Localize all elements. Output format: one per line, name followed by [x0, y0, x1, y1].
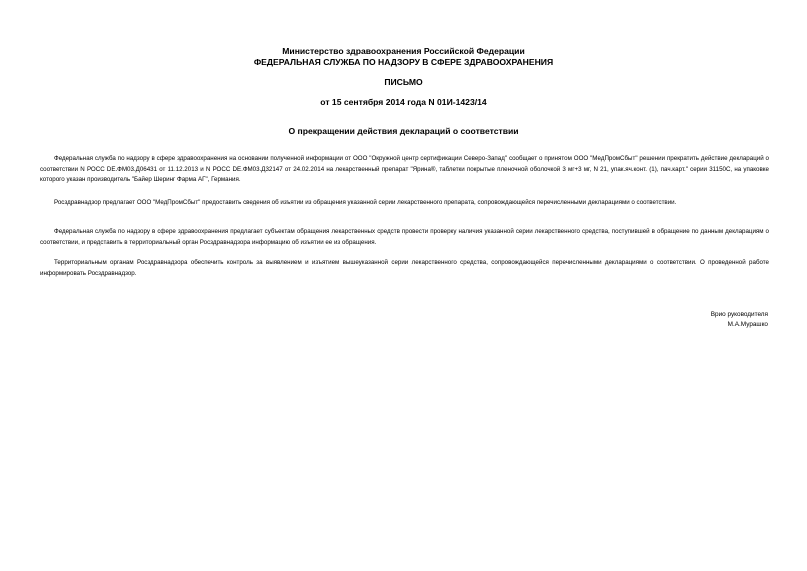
- document-subject: О прекращении действия деклараций о соответствии: [288, 126, 519, 136]
- ministry-name: Министерство здравоохранения Российской Федерации: [282, 46, 525, 56]
- signatory-role: Врио руководителя: [710, 311, 768, 318]
- document-date-number: от 15 сентября 2014 года N 01И-1423/14: [320, 97, 487, 107]
- paragraph-1: Федеральная служба по надзору в сфере здравоохранения на основании полученной информации от ООО "Окружной центр сертификации Северо-Запад" сообщает о принятом ООО "МедПромСбыт" решении прекратить действие деклараций о соответствии N РОСС DE.ФМ03.Д06431 от 11.12.2013 и N РОСС DE.ФМ03.Д32147 от 24.02.2014 на лекарственный препарат "Ярина®, таблетки покрытые пленочной оболочкой 3 мг+3 мг, N 21, упак.яч.конт. (1), пач.карт." серии 31150С, на упаковке которого указан производитель "Байер Шеринг Фарма АГ", Германия.: [40, 155, 769, 183]
- service-name: ФЕДЕРАЛЬНАЯ СЛУЖБА ПО НАДЗОРУ В СФЕРЕ ЗДРАВООХРАНЕНИЯ: [253, 57, 554, 67]
- signatory-name: М.А.Мурашко: [727, 321, 768, 328]
- paragraph-3: Федеральная служба по надзору в сфере здравоохранения предлагает субъектам обращения лекарственных средств провести проверку наличия указанной серии лекарственного средства, поступившей в обращение по данным декларациям о соответствии, и представить в территориальный орган Росздравнадзора информацию об изъятии ее из обращения.: [40, 228, 769, 246]
- paragraph-4: Территориальным органам Росздравнадзора обеспечить контроль за выявлением и изъятием вышеуказанной серии лекарственного средства, сопровождающейся перечисленными декларациями о соответствии. О проведенной работе информировать Росздравнадзор.: [40, 259, 769, 277]
- document-type: ПИСЬМО: [384, 77, 423, 87]
- paragraph-2: Росздравнадзор предлагает ООО "МедПромСбыт" предоставить сведения об изъятии из обращения указанной серии лекарственного препарата, сопровождающейся перечисленными декларациями о соответствии.: [54, 199, 677, 206]
